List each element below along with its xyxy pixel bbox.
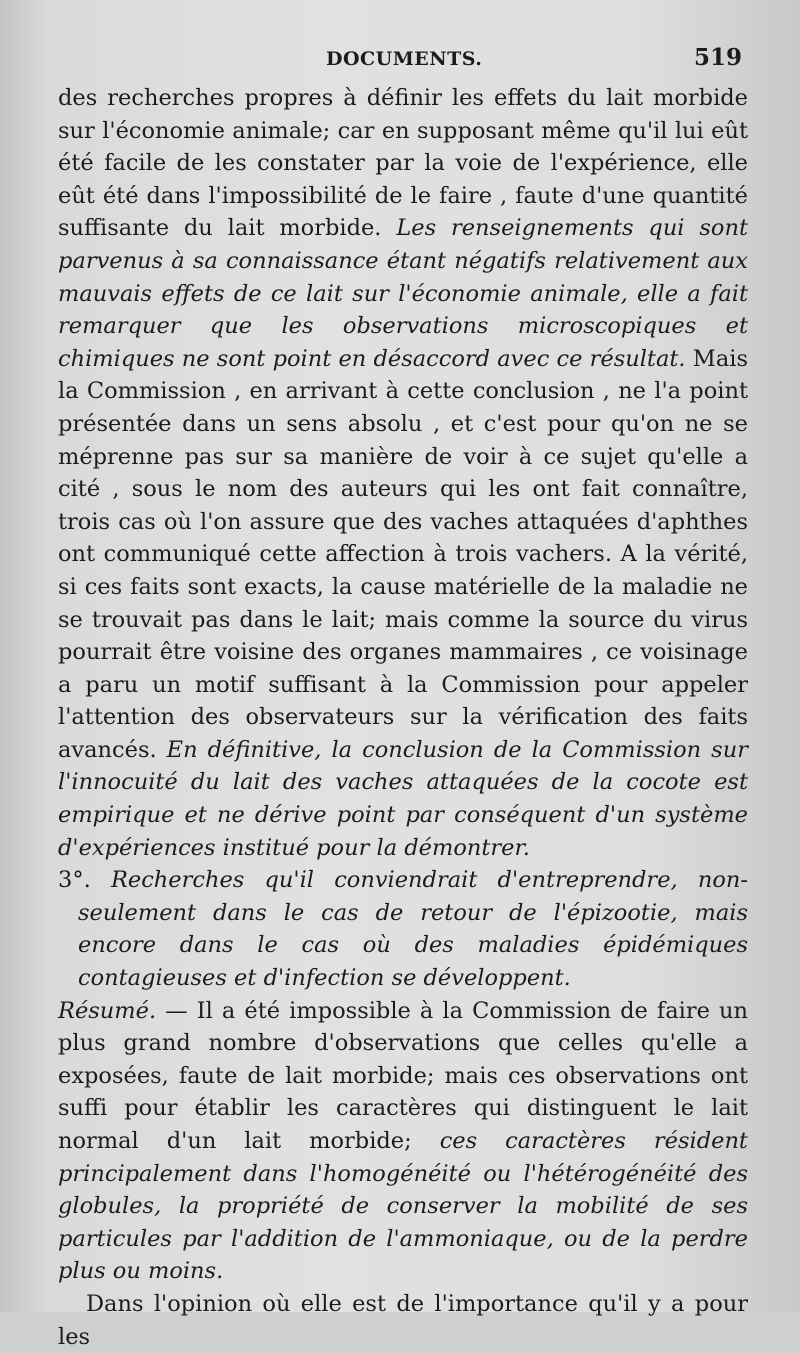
page-header (0, 44, 800, 80)
list-item-3 (58, 864, 748, 994)
paragraph-commission-findings (58, 82, 748, 864)
item-number: 3°. (58, 867, 111, 894)
page-body (58, 82, 748, 1353)
resume-label: Résumé. (58, 997, 157, 1024)
italic-run: En définitive, la conclusion de la Commission sur l'innocuité du lait des vaches attaquées de la cocote est empirique et ne dérive point par conséquent d'un système d'expériences institué pour la démontrer. (58, 736, 748, 861)
italic-run: Les renseignements qui sont parvenus à sa connaissance étant négatifs relativement aux mauvais effets de ce lait sur l'économie animale, elle a fait remarquer que les observations microscopiques et chimiques ne sont point en désaccord avec ce résultat. (58, 215, 748, 372)
item-text: Recherches qu'il conviendrait d'entreprendre, non-seulement dans le cas de retour de l'épizootie, mais encore dans le cas où des maladies épidémiques contagieuses et d'infection se développent. (78, 867, 748, 992)
text-run: — Il a été impossible à la Commission de faire un plus grand nombre d'observations que celles qu'elle a exposées, faute de lait morbide; mais ces observations ont suffi pour établir les caractères qui distinguent le lait normal d'un lait morbide; (58, 997, 748, 1154)
text-run: Mais la Commission , en arrivant à cette conclusion , ne l'a point présentée dans un sens absolu , et c'est pour qu'on ne se méprenne pas sur sa manière de voir à ce sujet qu'elle a cité , sous le nom des auteurs qui les ont fait connaître, trois cas où l'on assure que des vaches attaquées d'aphthes ont communiqué cette affection à trois vachers. A la vérité, si ces faits sont exacts, la cause matérielle de la maladie ne se trouvait pas dans le lait; mais comme la source du virus pourrait être voisine des organes mammaires , ce voisinage a paru un motif suffisant à la Commission pour appeler l'attention des observateurs sur la vérification des faits avancés. (58, 345, 748, 763)
italic-run: ces caractères résident principalement dans l'homogénéité ou l'hétérogénéité des globules, la propriété de conserver la mobilité de ses particules par l'addition de l'ammoniaque, ou de la perdre plus ou moins. (58, 1128, 748, 1285)
running-title: DOCUMENTS. (326, 48, 483, 70)
page-number: 519 (693, 44, 742, 71)
text-run: des recherches propres à définir les effets du lait morbide sur l'économie animale; car en supposant même qu'il lui eût été facile de les constater par la voie de l'expérience, elle eût été dans l'impossibilité de le faire , faute d'une quantité suffisante du lait morbide. (58, 85, 748, 242)
paragraph-resume (58, 995, 748, 1288)
paragraph-last-line: Dans l'opinion où elle est de l'importance qu'il y a pour les (58, 1290, 748, 1350)
